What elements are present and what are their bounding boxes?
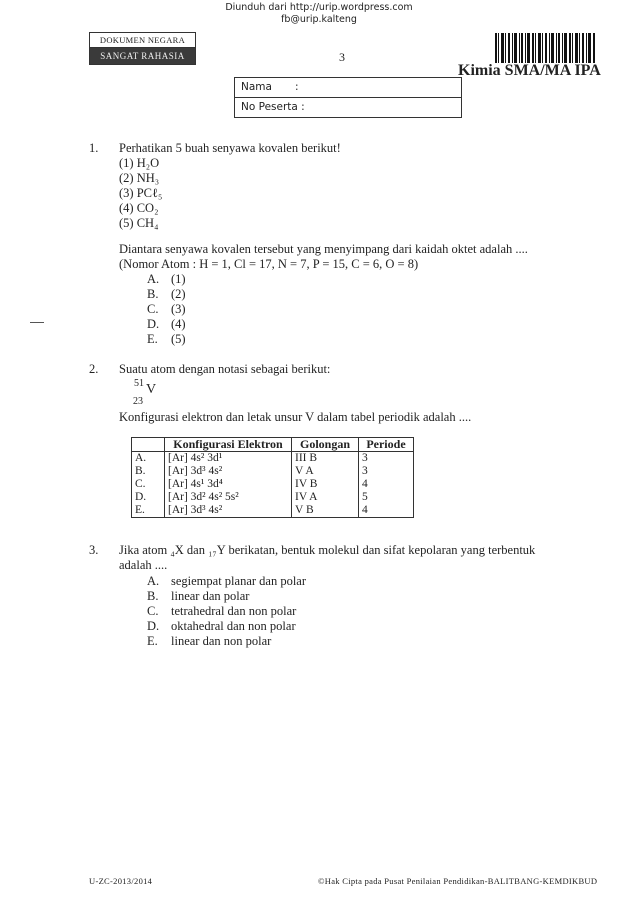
q1-compound-1: (1) H₂O [119, 156, 160, 170]
option-letter: E. [147, 332, 158, 346]
q1-compound-3: (3) PCℓ₅ [119, 186, 163, 200]
row-config: [Ar] 3d³ 4s² [165, 465, 292, 478]
option-text: (3) [171, 302, 186, 316]
doc-type-label: DOKUMEN NEGARA [90, 33, 195, 48]
q3-question-line-1: Jika atom ₄X dan ₁₇Y berikatan, bentuk molekul dan sifat kepolaran yang terbentuk [119, 543, 536, 557]
option-text: segiempat planar dan polar [171, 574, 307, 588]
q2-mass-number: 51 [134, 378, 144, 389]
barcode-icon [495, 33, 595, 63]
option-text: tetrahedral dan non polar [171, 604, 297, 618]
name-label: Nama [241, 81, 272, 93]
row-period: 5 [359, 491, 414, 504]
row-group: III B [292, 452, 359, 466]
row-group: V A [292, 465, 359, 478]
option-text: (2) [171, 287, 186, 301]
footer-copyright: ©Hak Cipta pada Pusat Penilaian Pendidikan-BALITBANG-KEMDIKBUD [318, 876, 598, 886]
table-header-row [132, 438, 414, 452]
source-line-2: fb@urip.kalteng [281, 14, 357, 25]
row-letter: B. [132, 465, 165, 478]
option-letter: C. [147, 302, 159, 316]
page-number: 3 [339, 50, 345, 64]
option-letter: D. [147, 317, 160, 331]
q2-prompt: Suatu atom dengan notasi sebagai berikut: [119, 362, 331, 376]
option-text: (5) [171, 332, 186, 346]
source-header [0, 2, 638, 26]
row-config: [Ar] 3d³ 4s² [165, 504, 292, 518]
name-row [235, 78, 461, 97]
row-period: 3 [359, 452, 414, 466]
q1-option-d[interactable] [147, 317, 186, 332]
q3-option-e[interactable] [147, 634, 271, 649]
q3-option-c[interactable] [147, 604, 296, 619]
table-row[interactable] [132, 491, 414, 504]
option-text: oktahedral dan non polar [171, 619, 296, 633]
row-letter: D. [132, 491, 165, 504]
source-line-1: Diunduh dari http://urip.wordpress.com [225, 2, 413, 13]
q1-option-c[interactable] [147, 302, 186, 317]
secrecy-label: SANGAT RAHASIA [90, 48, 195, 64]
option-letter: A. [147, 272, 160, 286]
option-letter: B. [147, 589, 159, 603]
q3-option-d[interactable] [147, 619, 296, 634]
q1-option-e[interactable] [147, 332, 186, 347]
option-letter: B. [147, 287, 159, 301]
option-text: (1) [171, 272, 186, 286]
q1-compound-4: (4) CO₂ [119, 201, 159, 215]
q1-option-a[interactable] [147, 272, 186, 287]
q1-number: 1. [89, 141, 99, 155]
table-row[interactable] [132, 452, 414, 466]
participant-row [235, 97, 461, 117]
row-config: [Ar] 4s² 3d¹ [165, 452, 292, 466]
row-period: 4 [359, 504, 414, 518]
row-group: V B [292, 504, 359, 518]
q3-option-a[interactable] [147, 574, 306, 589]
option-letter: D. [147, 619, 160, 633]
option-letter: E. [147, 634, 158, 648]
document-classification-box [89, 32, 196, 65]
name-colon: : [295, 81, 299, 93]
table-row[interactable] [132, 465, 414, 478]
table-header-cell: Konfigurasi Elektron [165, 438, 292, 452]
option-text: (4) [171, 317, 186, 331]
participant-label: No Peserta : [241, 101, 305, 113]
subject-title: Kimia SMA/MA IPA [458, 62, 601, 79]
option-letter: C. [147, 604, 159, 618]
q1-note: (Nomor Atom : H = 1, Cl = 17, N = 7, P = 15, C = 6, O = 8) [119, 257, 419, 271]
q3-number: 3. [89, 543, 99, 557]
option-letter: A. [147, 574, 160, 588]
option-text: linear dan non polar [171, 634, 272, 648]
row-period: 3 [359, 465, 414, 478]
row-letter: A. [132, 452, 165, 466]
table-header-cell: Golongan [292, 438, 359, 452]
row-group: IV A [292, 491, 359, 504]
configuration-table [131, 437, 414, 518]
row-config: [Ar] 3d² 4s² 5s² [165, 491, 292, 504]
q3-question-line-2: adalah .... [119, 558, 168, 572]
margin-mark [30, 322, 44, 323]
table-row[interactable] [132, 504, 414, 518]
footer-code: U-ZC-2013/2014 [89, 876, 153, 886]
q1-prompt: Perhatikan 5 buah senyawa kovalen berikut! [119, 141, 341, 155]
row-letter: C. [132, 478, 165, 491]
identity-box [234, 77, 462, 118]
option-text: linear dan polar [171, 589, 250, 603]
q1-question: Diantara senyawa kovalen tersebut yang menyimpang dari kaidah oktet adalah .... [119, 242, 528, 256]
q2-number: 2. [89, 362, 99, 376]
row-letter: E. [132, 504, 165, 518]
q2-element-symbol: V [146, 382, 157, 397]
table-header-cell [132, 438, 165, 452]
q2-question: Konfigurasi elektron dan letak unsur V dalam tabel periodik adalah .... [119, 410, 472, 424]
table-header-cell: Periode [359, 438, 414, 452]
table-row[interactable] [132, 478, 414, 491]
q3-option-b[interactable] [147, 589, 249, 604]
q1-compound-2: (2) NH₃ [119, 171, 160, 185]
q2-atomic-number: 23 [133, 396, 143, 407]
row-period: 4 [359, 478, 414, 491]
row-group: IV B [292, 478, 359, 491]
row-config: [Ar] 4s¹ 3d⁴ [165, 478, 292, 491]
q1-compound-5: (5) CH₄ [119, 216, 159, 230]
q1-option-b[interactable] [147, 287, 186, 302]
